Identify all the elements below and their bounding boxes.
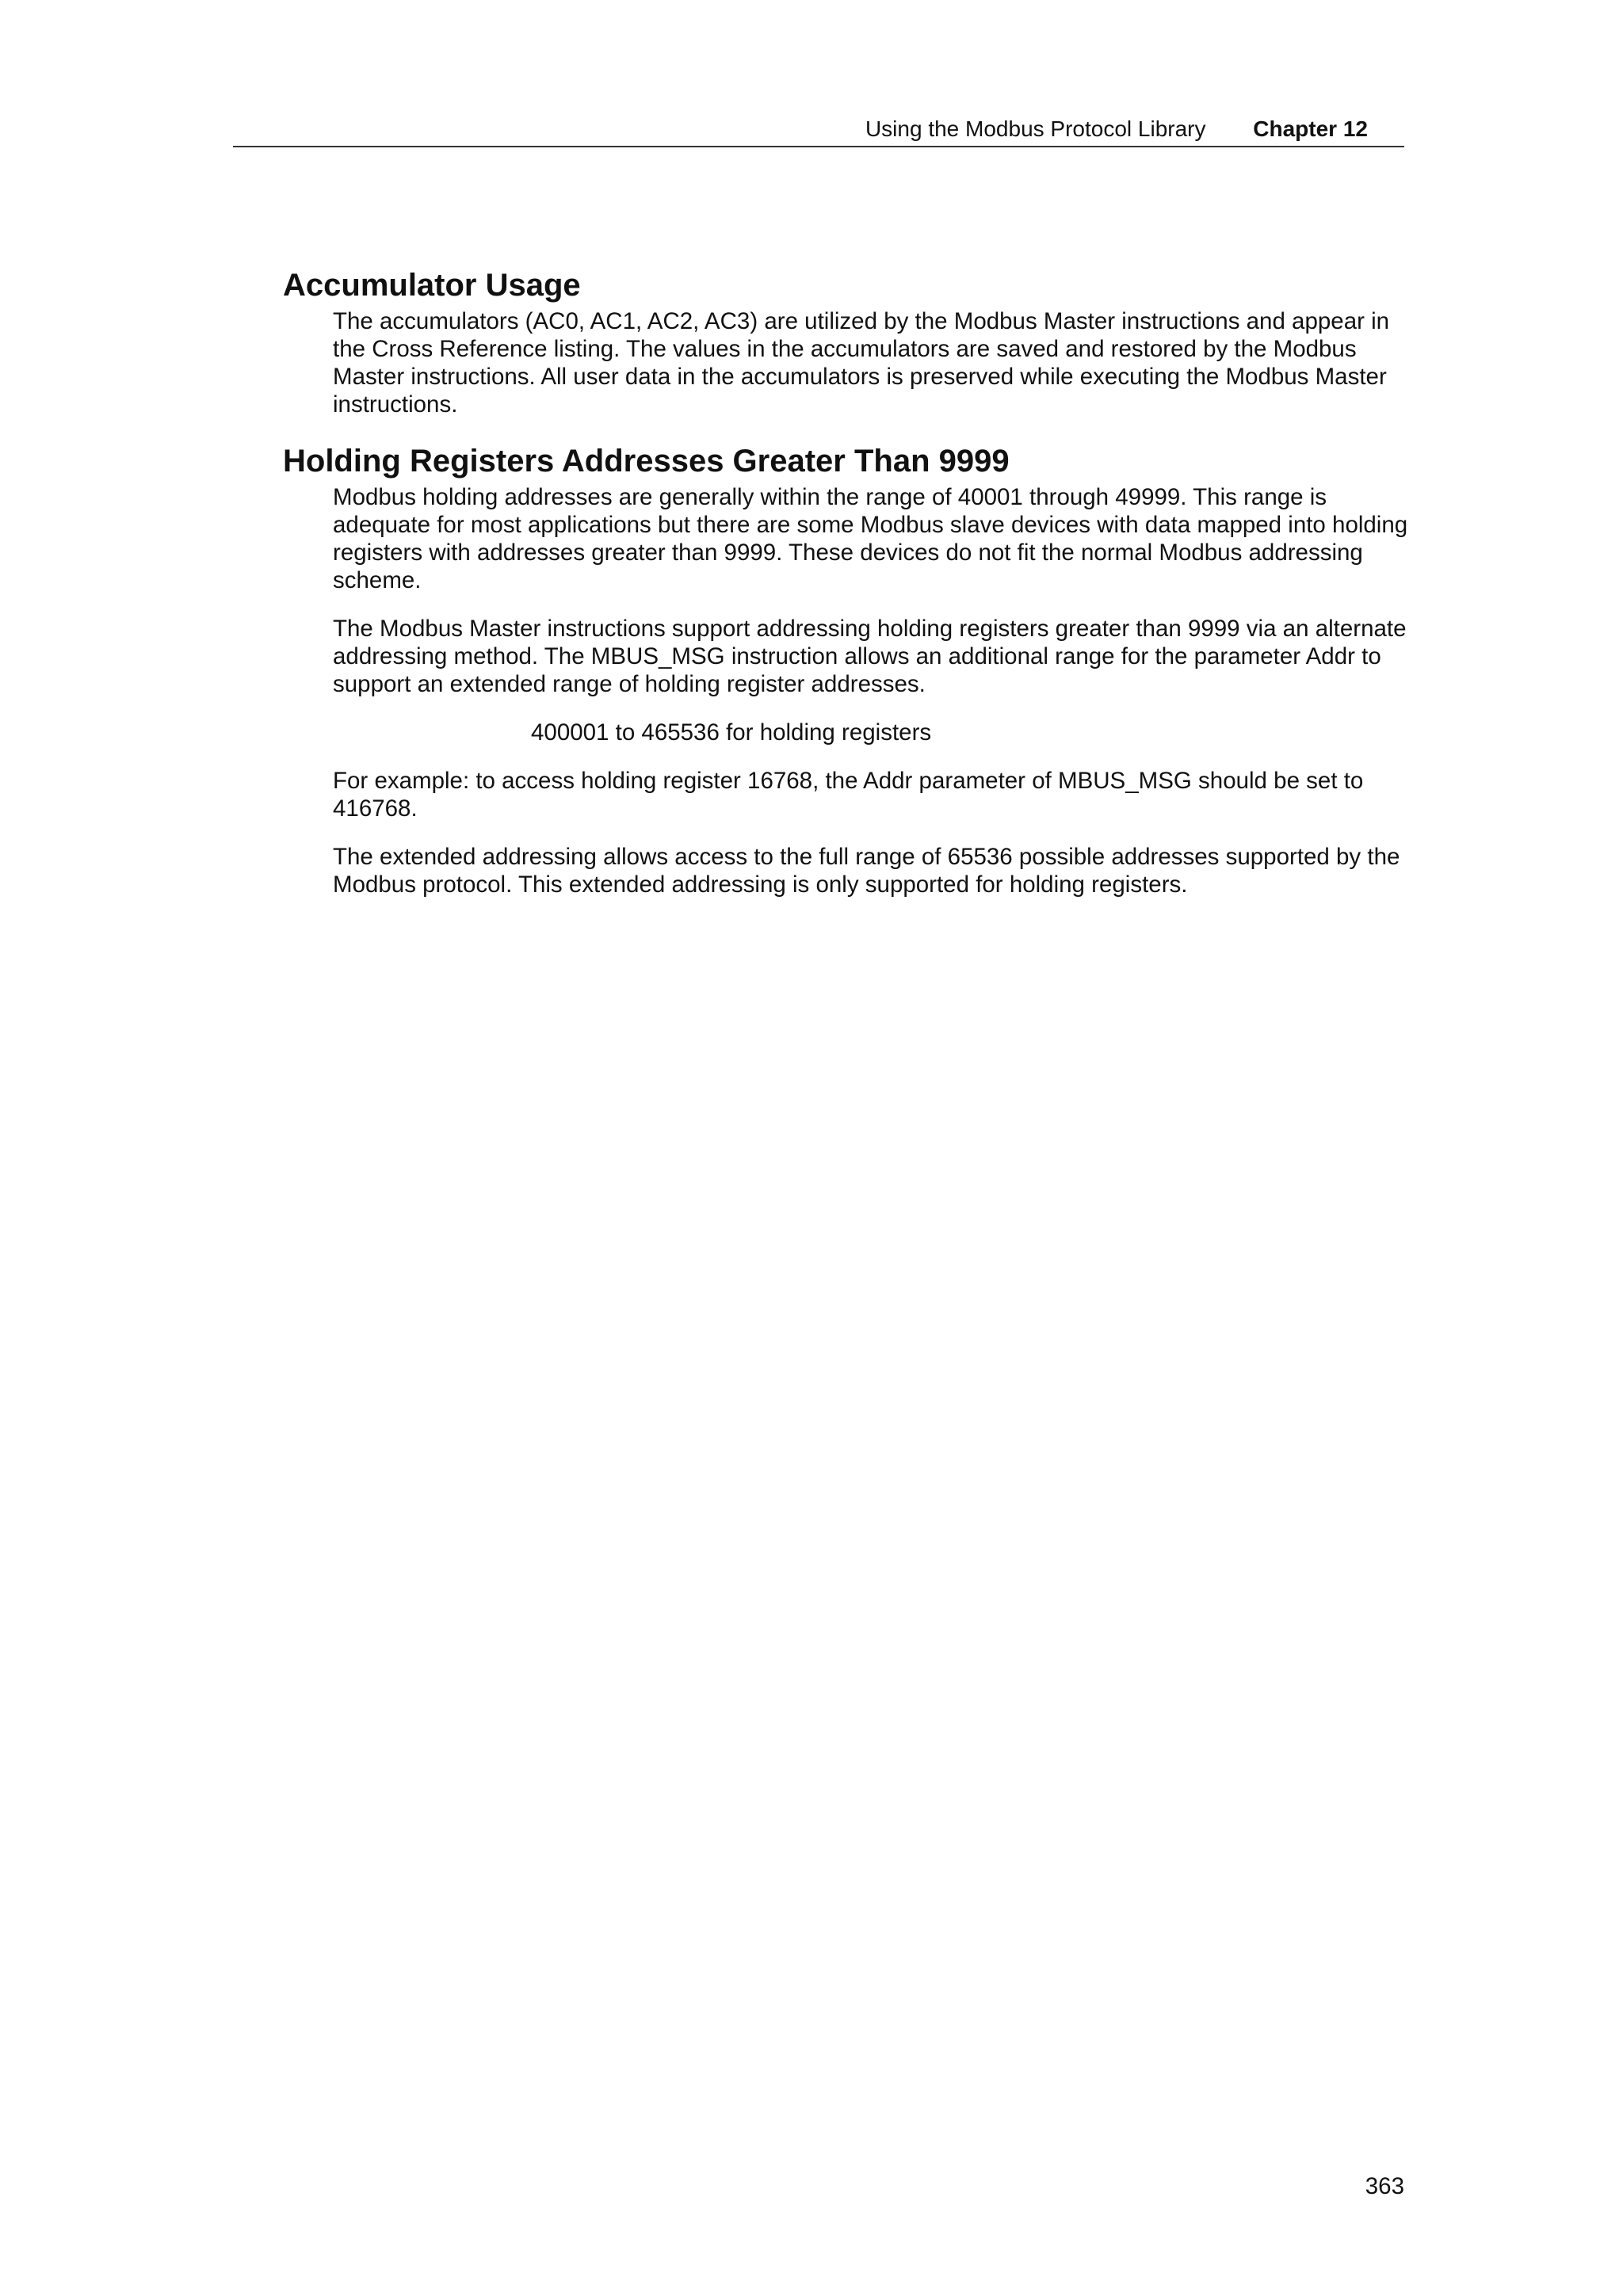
page-content [283,263,1408,919]
paragraph: For example: to access holding register 16768, the Addr parameter of MBUS_MSG should be set to 416768. [333,768,1364,822]
section-heading: Accumulator Usage [283,268,581,303]
header-text [865,116,1368,143]
header-chapter: Chapter 12 [1253,116,1368,141]
section-body [333,483,1408,898]
page-header [233,113,1404,147]
paragraph: The Modbus Master instructions support addressing holding registers greater than 9999 via an alternate addressing method. The MBUS_MSG instruction allows an additional range for the parameter Addr to support an extended range of holding register addresses. [333,616,1407,697]
paragraph: Modbus holding addresses are generally within the range of 40001 through 49999. This range is adequate for most applications but there are some Modbus slave devices with data mapped into holding registers with addresses greater than 9999. These devices do not fit the normal Modbus addressing scheme. [333,484,1408,593]
section-holding-registers [283,439,1408,898]
paragraph: The extended addressing allows access to the full range of 65536 possible addresses supported by the Modbus protocol. This extended addressing is only supported for holding registers. [333,844,1400,898]
page-number: 363 [1365,2173,1404,2199]
header-title: Using the Modbus Protocol Library [865,116,1206,141]
address-range-line: 400001 to 465536 for holding registers [531,719,932,746]
section-heading: Holding Registers Addresses Greater Than 9999 [283,444,1010,479]
section-body [333,307,1408,418]
paragraph: The accumulators (AC0, AC1, AC2, AC3) are utilized by the Modbus Master instructions and appear in the Cross Reference listing. The values in the accumulators are saved and restored by the Modbus Master instructions. All user data in the accumulators is preserved while executing the Modbus Master instructions. [333,308,1390,418]
section-accumulator-usage [283,263,1408,418]
